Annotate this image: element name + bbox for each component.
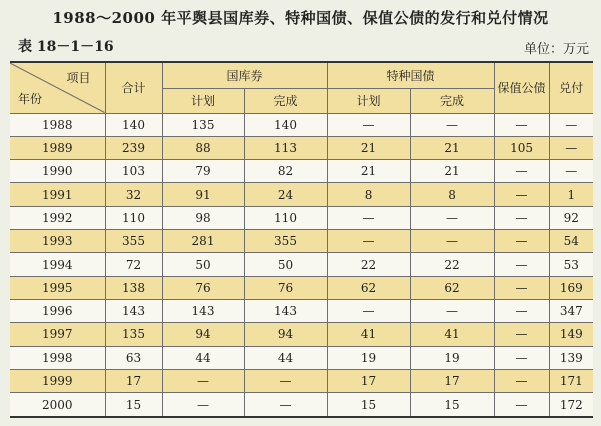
- page-title: 1988～2000 年平舆县国库券、特种国债、保值公债的发行和兑付情况: [52, 9, 549, 27]
- cell-total: 72: [105, 253, 162, 276]
- cell-special-plan: 21: [327, 160, 410, 183]
- cell-preserve: —: [494, 183, 549, 206]
- cell-preserve: —: [494, 300, 549, 323]
- cell-treasury-done: 94: [244, 323, 327, 346]
- cell-preserve: —: [494, 113, 549, 136]
- cell-treasury-done: —: [244, 369, 327, 392]
- cell-total: 143: [105, 300, 162, 323]
- table-row: [10, 369, 593, 392]
- special-bond-header: 特种国债: [327, 62, 494, 88]
- cell-preserve: —: [494, 323, 549, 346]
- cell-total: 32: [105, 183, 162, 206]
- cell-total: 355: [105, 230, 162, 253]
- cell-preserve: —: [494, 160, 549, 183]
- cell-special-done: 15: [410, 393, 494, 417]
- total-header: 合计: [105, 62, 162, 113]
- special-plan-header: 计划: [327, 88, 410, 113]
- cell-total: 239: [105, 136, 162, 159]
- preserve-bond-header: 保值公债: [494, 62, 549, 113]
- cell-year: 1990: [10, 160, 105, 183]
- table-row: [10, 206, 593, 229]
- bond-table: [10, 61, 593, 418]
- cell-special-done: 19: [410, 346, 494, 369]
- cell-year: 1989: [10, 136, 105, 159]
- corner-header: [10, 62, 105, 113]
- cell-special-plan: 21: [327, 136, 410, 159]
- table-row: [10, 393, 593, 417]
- cell-redeem: —: [549, 136, 593, 159]
- cell-year: 1991: [10, 183, 105, 206]
- cell-year: 1994: [10, 253, 105, 276]
- cell-year: 1992: [10, 206, 105, 229]
- cell-preserve: 105: [494, 136, 549, 159]
- table-row: [10, 113, 593, 136]
- cell-treasury-done: 113: [244, 136, 327, 159]
- cell-year: 1999: [10, 369, 105, 392]
- table-body: [10, 113, 593, 417]
- cell-treasury-done: —: [244, 393, 327, 417]
- cell-special-plan: 8: [327, 183, 410, 206]
- treasury-plan-header: 计划: [162, 88, 244, 113]
- table-row: [10, 300, 593, 323]
- cell-treasury-done: 50: [244, 253, 327, 276]
- cell-special-plan: 41: [327, 323, 410, 346]
- cell-special-plan: 17: [327, 369, 410, 392]
- cell-year: 1993: [10, 230, 105, 253]
- cell-treasury-done: 140: [244, 113, 327, 136]
- cell-treasury-done: 355: [244, 230, 327, 253]
- cell-redeem: 1: [549, 183, 593, 206]
- cell-treasury-plan: 50: [162, 253, 244, 276]
- table-row: [10, 136, 593, 159]
- cell-special-plan: —: [327, 230, 410, 253]
- cell-redeem: —: [549, 113, 593, 136]
- cell-treasury-done: 143: [244, 300, 327, 323]
- cell-treasury-plan: —: [162, 393, 244, 417]
- treasury-done-header: 完成: [244, 88, 327, 113]
- cell-treasury-done: 110: [244, 206, 327, 229]
- cell-treasury-plan: —: [162, 369, 244, 392]
- cell-redeem: —: [549, 160, 593, 183]
- cell-year: 2000: [10, 393, 105, 417]
- cell-treasury-done: 82: [244, 160, 327, 183]
- table-row: [10, 346, 593, 369]
- cell-special-plan: —: [327, 113, 410, 136]
- cell-treasury-plan: 281: [162, 230, 244, 253]
- cell-redeem: 139: [549, 346, 593, 369]
- cell-redeem: 53: [549, 253, 593, 276]
- table-row: [10, 253, 593, 276]
- cell-redeem: 149: [549, 323, 593, 346]
- cell-redeem: 169: [549, 276, 593, 299]
- cell-special-done: 17: [410, 369, 494, 392]
- table-number: 表 18－1－16: [18, 39, 114, 55]
- cell-treasury-plan: 44: [162, 346, 244, 369]
- cell-treasury-plan: 135: [162, 113, 244, 136]
- cell-special-done: —: [410, 300, 494, 323]
- cell-special-done: —: [410, 206, 494, 229]
- cell-total: 63: [105, 346, 162, 369]
- treasury-header: 国库券: [162, 62, 327, 88]
- cell-preserve: —: [494, 230, 549, 253]
- cell-preserve: —: [494, 346, 549, 369]
- item-header: 项目: [66, 71, 91, 85]
- cell-preserve: —: [494, 393, 549, 417]
- cell-total: 135: [105, 323, 162, 346]
- cell-preserve: —: [494, 276, 549, 299]
- cell-year: 1988: [10, 113, 105, 136]
- cell-year: 1996: [10, 300, 105, 323]
- cell-total: 103: [105, 160, 162, 183]
- redeem-header: 兑付: [549, 62, 593, 113]
- cell-treasury-plan: 98: [162, 206, 244, 229]
- cell-treasury-done: 44: [244, 346, 327, 369]
- table-row: [10, 276, 593, 299]
- cell-redeem: 54: [549, 230, 593, 253]
- cell-total: 138: [105, 276, 162, 299]
- year-header: 年份: [18, 91, 43, 106]
- table-row: [10, 183, 593, 206]
- cell-treasury-plan: 143: [162, 300, 244, 323]
- cell-special-plan: 22: [327, 253, 410, 276]
- cell-special-done: 22: [410, 253, 494, 276]
- cell-treasury-plan: 79: [162, 160, 244, 183]
- cell-special-done: 21: [410, 136, 494, 159]
- cell-special-done: —: [410, 230, 494, 253]
- cell-special-plan: 15: [327, 393, 410, 417]
- table-row: [10, 230, 593, 253]
- cell-special-done: 21: [410, 160, 494, 183]
- cell-total: 110: [105, 206, 162, 229]
- cell-special-plan: —: [327, 206, 410, 229]
- cell-special-done: 41: [410, 323, 494, 346]
- cell-redeem: 92: [549, 206, 593, 229]
- cell-preserve: —: [494, 369, 549, 392]
- cell-special-done: 62: [410, 276, 494, 299]
- cell-treasury-plan: 88: [162, 136, 244, 159]
- special-done-header: 完成: [410, 88, 494, 113]
- cell-redeem: 172: [549, 393, 593, 417]
- cell-redeem: 347: [549, 300, 593, 323]
- cell-special-done: —: [410, 113, 494, 136]
- cell-special-plan: —: [327, 300, 410, 323]
- cell-special-plan: 62: [327, 276, 410, 299]
- cell-redeem: 171: [549, 369, 593, 392]
- cell-total: 17: [105, 369, 162, 392]
- cell-special-plan: 19: [327, 346, 410, 369]
- cell-treasury-plan: 76: [162, 276, 244, 299]
- unit-label: 单位：万元: [523, 42, 589, 57]
- cell-year: 1997: [10, 323, 105, 346]
- cell-treasury-done: 76: [244, 276, 327, 299]
- cell-total: 15: [105, 393, 162, 417]
- cell-special-done: 8: [410, 183, 494, 206]
- cell-year: 1998: [10, 346, 105, 369]
- cell-total: 140: [105, 113, 162, 136]
- cell-treasury-done: 24: [244, 183, 327, 206]
- cell-preserve: —: [494, 253, 549, 276]
- cell-treasury-plan: 91: [162, 183, 244, 206]
- cell-preserve: —: [494, 206, 549, 229]
- table-row: [10, 323, 593, 346]
- table-row: [10, 160, 593, 183]
- cell-year: 1995: [10, 276, 105, 299]
- cell-treasury-plan: 94: [162, 323, 244, 346]
